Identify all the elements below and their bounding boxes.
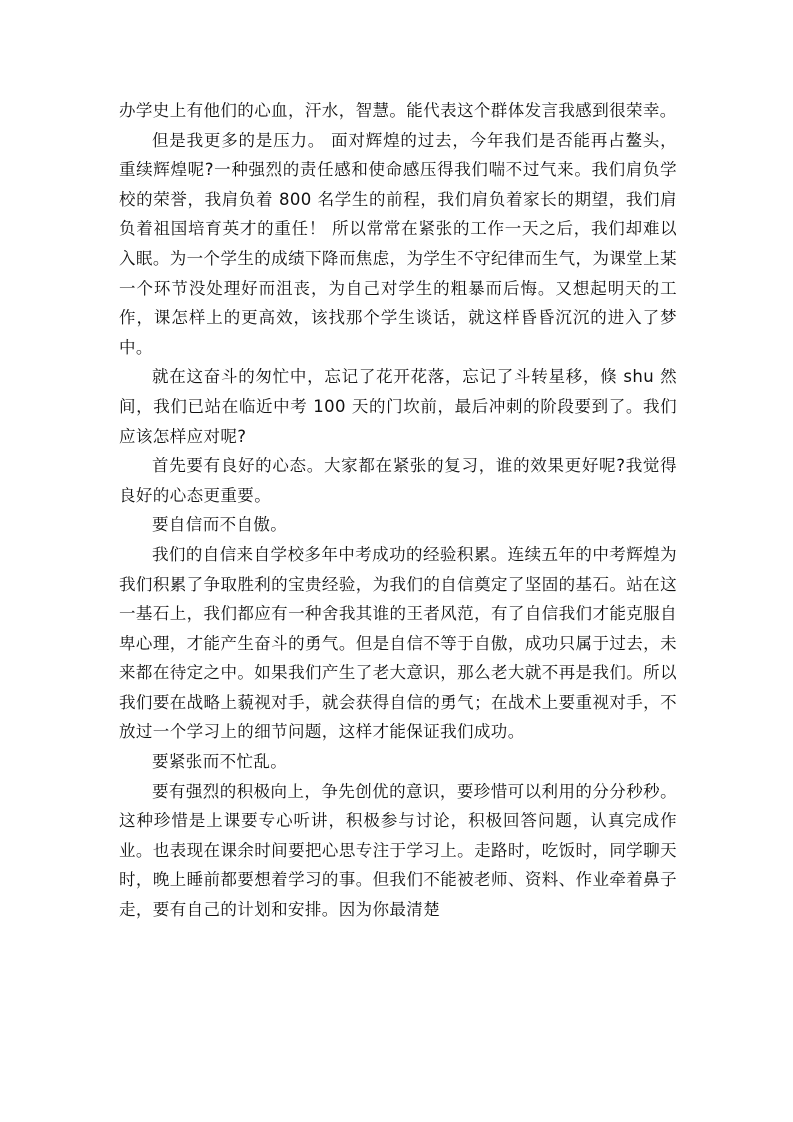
paragraph: 要有强烈的积极向上，争先创优的意识，要珍惜可以利用的分分秒秒。这种珍惜是上课要专心听讲，积极参与讨论，积极回答问题，认真完成作业。也表现在课余时间要把心思专注于学习上。走路时，吃饭时，同学聊天时，晚上睡前都要想着学习的事。但我们不能被老师、资料、作业牵着鼻子走，要有自己的计划和安排。因为你最清楚 xyxy=(119,781,677,920)
paragraph: 但是我更多的是压力。 面对辉煌的过去，今年我们是否能再占鳌头，重续辉煌呢?一种强烈的责任感和使命感压得我们喘不过气来。我们肩负学校的荣誉，我肩负着 800 名学生的前程，我们肩负着家长的期望，我们肩负着祖国培育英才的重任！ 所以常常在紧张的工作一天之后，我们却难以入眠。为一个学生的成绩下降而焦虑，为学生不守纪律而生气，为课堂上某一个环节没处理好而沮丧，为自己对学生的粗暴而后悔。又想起明天的工作，课怎样上的更高效，该找那个学生谈话，就这样昏昏沉沉的进入了梦中。 xyxy=(119,130,677,357)
paragraph: 我们的自信来自学校多年中考成功的经验积累。连续五年的中考辉煌为我们积累了争取胜利的宝贵经验，为我们的自信奠定了坚固的基石。站在这一基石上，我们都应有一种舍我其谁的王者风范，有了自信我们才能克服自卑心理，才能产生奋斗的勇气。但是自信不等于自傲，成功只属于过去，未来都在待定之中。如果我们产生了老大意识，那么老大就不再是我们。所以我们要在战略上藐视对手，就会获得自信的勇气；在战术上要重视对手，不放过一个学习上的细节问题，这样才能保证我们成功。 xyxy=(119,544,677,742)
paragraph: 就在这奋斗的匆忙中，忘记了花开花落，忘记了斗转星移，倏 shu 然间，我们已站在临近中考 100 天的门坎前，最后冲刺的阶段要到了。我们应该怎样应对呢? xyxy=(119,367,677,446)
document-page xyxy=(119,96,677,925)
paragraph-heading: 要自信而不自傲。 xyxy=(152,515,288,535)
paragraph-heading: 要紧张而不忙乱。 xyxy=(152,752,288,772)
paragraph: 首先要有良好的心态。大家都在紧张的复习，谁的效果更好呢?我觉得良好的心态更重要。 xyxy=(119,456,677,505)
paragraph: 办学史上有他们的心血，汗水，智慧。能代表这个群体发言我感到很荣幸。 xyxy=(119,101,677,120)
